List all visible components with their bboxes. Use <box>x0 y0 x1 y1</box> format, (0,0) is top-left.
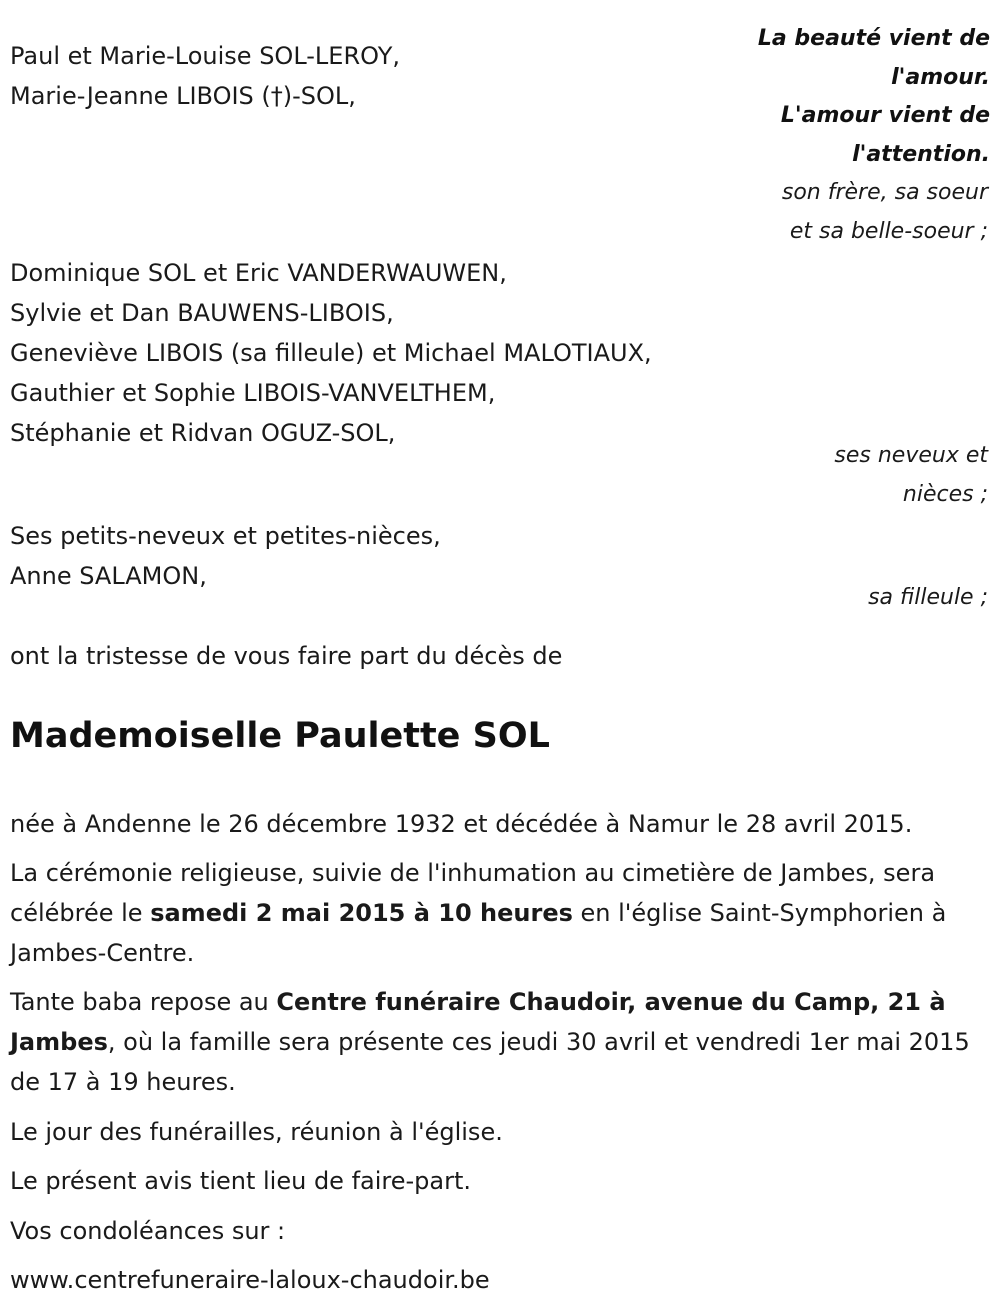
relation-label: ses neveux et <box>834 443 988 468</box>
family-name-line: Paul et Marie-Louise SOL-LEROY, <box>10 42 401 70</box>
family-name-line: Marie-Jeanne LIBOIS (†)-SOL, <box>10 82 356 110</box>
family-name-line: Ses petits-neveux et petites-nièces, <box>10 522 441 550</box>
relation-label: son frère, sa soeur <box>781 180 988 205</box>
ceremony-text: La cérémonie religieuse, suivie de l'inhumation au cimetière de Jambes, sera célébrée le <box>10 859 936 927</box>
announcement-text: ont la tristesse de vous faire part du décès de <box>10 642 563 670</box>
relation-label: et sa belle-soeur ; <box>789 219 988 244</box>
family-name-line: Dominique SOL et Eric VANDERWAUWEN, <box>10 259 507 287</box>
relation-label: nièces ; <box>902 482 988 507</box>
family-name-line: Anne SALAMON, <box>10 562 207 590</box>
family-name-line: Sylvie et Dan BAUWENS-LIBOIS, <box>10 299 394 327</box>
visitation-location: Centre funéraire Chaudoir, avenue du Camp, 21 à Jambes <box>10 988 946 1056</box>
condolences-text: Vos condoléances sur : <box>10 1217 286 1245</box>
ceremony-date: samedi 2 mai 2015 à 10 heures <box>150 899 573 927</box>
family-name-line: Geneviève LIBOIS (sa filleule) et Michael MALOTIAUX, <box>10 339 652 367</box>
birth-death-text: née à Andenne le 26 décembre 1932 et décédée à Namur le 28 avril 2015. <box>10 810 913 838</box>
notice-text: Le présent avis tient lieu de faire-part. <box>10 1167 472 1195</box>
visitation-paragraph <box>10 982 990 1102</box>
quote-line-2: l'amour. <box>891 65 990 90</box>
family-name-line: Gauthier et Sophie LIBOIS-VANVELTHEM, <box>10 379 496 407</box>
relation-label: sa filleule ; <box>868 585 988 610</box>
website-link[interactable]: www.centrefuneraire-laloux-chaudoir.be <box>10 1266 490 1294</box>
ceremony-text: en l'église Saint-Symphorien à Jambes-Centre. <box>10 899 947 967</box>
deceased-name: Mademoiselle Paulette SOL <box>10 716 550 756</box>
family-name-line: Stéphanie et Ridvan OGUZ-SOL, <box>10 419 396 447</box>
quote-line-4: l'attention. <box>852 142 990 167</box>
visitation-text: Tante baba repose au <box>10 988 277 1016</box>
quote-line-3: L'amour vient de <box>780 103 990 128</box>
quote-line-1: La beauté vient de <box>757 26 990 51</box>
ceremony-paragraph <box>10 853 990 973</box>
funeral-day-text: Le jour des funérailles, réunion à l'église. <box>10 1118 503 1146</box>
visitation-text: , où la famille sera présente ces jeudi 30 avril et vendredi 1er mai 2015 de 17 à 19 heures. <box>10 1028 970 1096</box>
